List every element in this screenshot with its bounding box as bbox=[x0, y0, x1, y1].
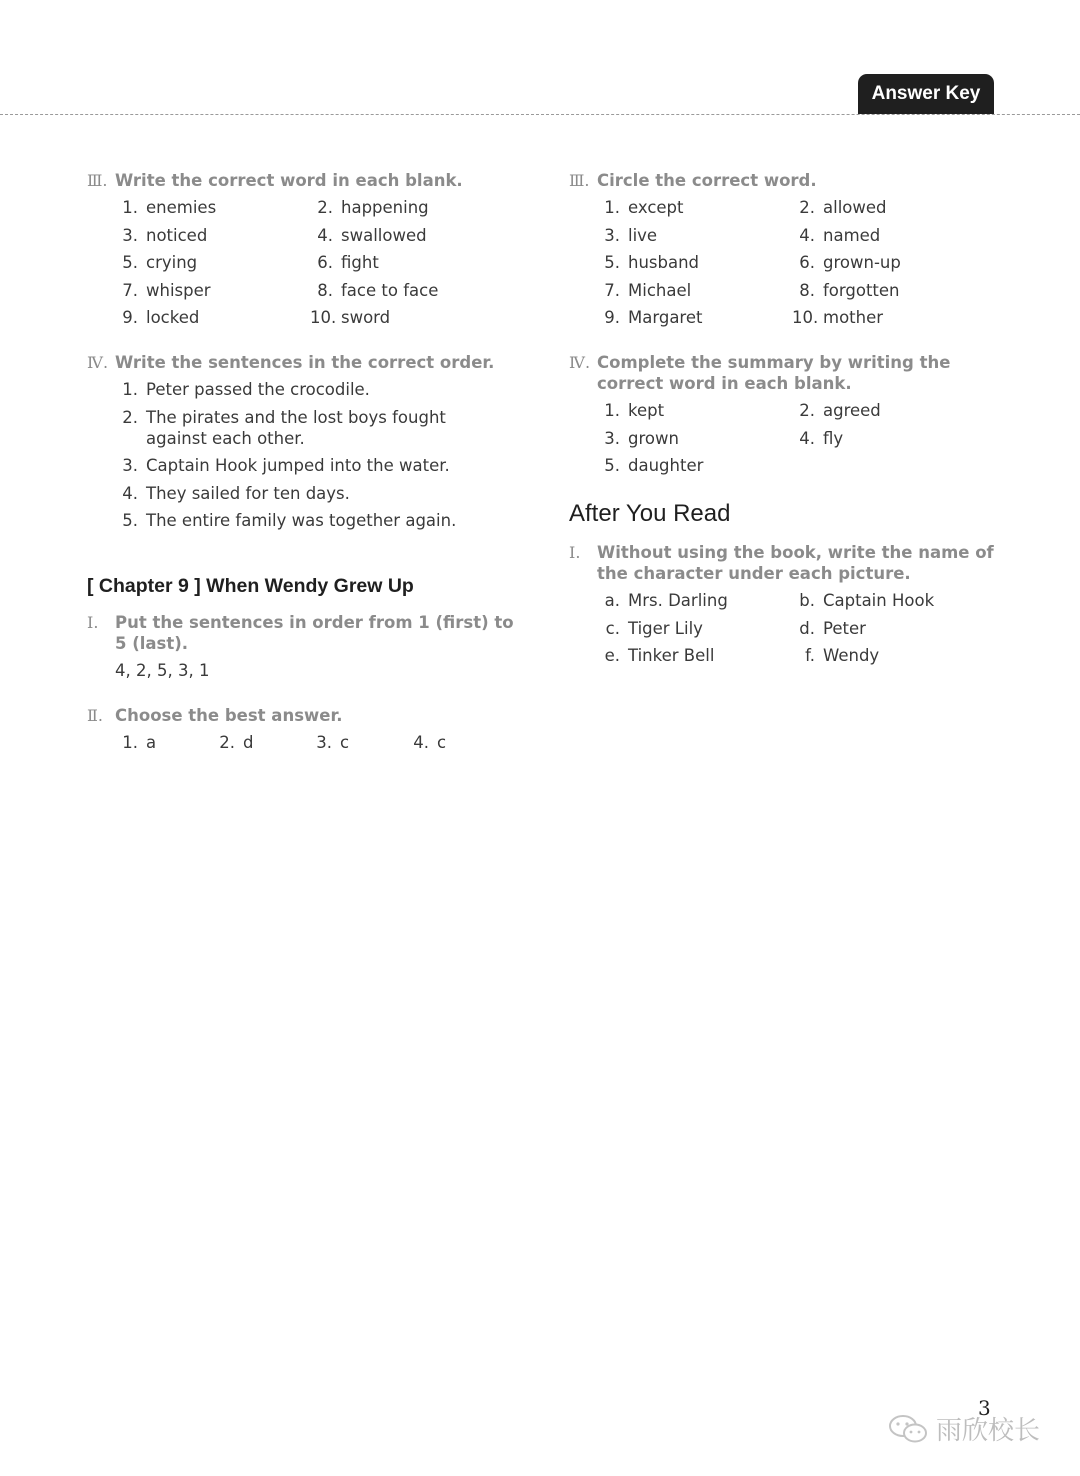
item-text: forgotten bbox=[823, 280, 900, 300]
wechat-icon bbox=[888, 1413, 930, 1445]
item-number: 6. bbox=[799, 253, 815, 272]
section-title bbox=[87, 170, 527, 191]
item-text: Peter passed the crocodile. bbox=[146, 380, 370, 399]
section-right-3 bbox=[569, 170, 1009, 328]
answer-item bbox=[792, 428, 992, 449]
item-text: c bbox=[437, 733, 447, 752]
item-number: d. bbox=[799, 618, 815, 638]
item-number: 5. bbox=[122, 253, 138, 272]
answer-item bbox=[597, 197, 792, 218]
item-text: swallowed bbox=[341, 225, 427, 245]
item-number: 5. bbox=[604, 456, 620, 475]
item-number: 4. bbox=[799, 225, 815, 245]
item-number: 4. bbox=[799, 428, 815, 448]
answer-item bbox=[597, 455, 792, 476]
section-title bbox=[87, 705, 527, 726]
page-number: 3 bbox=[978, 1396, 991, 1420]
roman-numeral: Ⅰ. bbox=[569, 543, 581, 562]
item-text: named bbox=[823, 225, 881, 245]
answer-grid bbox=[597, 197, 1009, 328]
item-number: 7. bbox=[122, 280, 138, 300]
item-number: c. bbox=[605, 618, 620, 638]
watermark bbox=[888, 1410, 1040, 1447]
answer-item bbox=[792, 618, 992, 639]
item-text: agreed bbox=[823, 401, 881, 420]
answer-item bbox=[792, 400, 992, 421]
item-text: live bbox=[628, 225, 658, 245]
answer-item bbox=[597, 280, 792, 301]
answer-item bbox=[115, 732, 212, 753]
answer-item bbox=[212, 732, 309, 753]
roman-numeral: Ⅰ. bbox=[87, 613, 99, 632]
list-item bbox=[115, 379, 527, 400]
item-text: whisper bbox=[146, 280, 211, 300]
item-text: kept bbox=[628, 401, 665, 420]
item-number: 4. bbox=[122, 483, 138, 503]
answer-item bbox=[115, 197, 310, 218]
item-number: 2. bbox=[122, 407, 138, 427]
answer-item bbox=[310, 197, 510, 218]
answer-item bbox=[792, 197, 992, 218]
left-column bbox=[87, 170, 527, 777]
answer-item bbox=[115, 307, 310, 328]
roman-numeral: Ⅱ. bbox=[87, 706, 103, 725]
item-text: fly bbox=[823, 428, 844, 448]
section-instruction: Circle the correct word. bbox=[597, 171, 817, 190]
item-text: Wendy bbox=[823, 646, 880, 665]
item-number: 6. bbox=[317, 253, 333, 272]
item-text: Michael bbox=[628, 280, 692, 300]
answer-item bbox=[310, 280, 510, 301]
after-you-read-heading: After You Read bbox=[569, 500, 731, 527]
list-item bbox=[115, 510, 527, 531]
item-number: 1. bbox=[122, 733, 138, 752]
item-number: 5. bbox=[122, 511, 138, 530]
answer-item bbox=[310, 225, 510, 246]
answer-item bbox=[792, 590, 992, 611]
item-number: 3. bbox=[604, 225, 620, 245]
item-number: 1. bbox=[122, 380, 138, 399]
section-after-1 bbox=[569, 542, 1009, 666]
roman-numeral: Ⅲ. bbox=[87, 171, 108, 190]
answer-item bbox=[597, 225, 792, 246]
item-text: Captain Hook jumped into the water. bbox=[146, 456, 450, 475]
item-number: 1. bbox=[604, 198, 620, 217]
section-instruction: Complete the summary by writing the correct word in each blank. bbox=[597, 353, 951, 393]
section-right-4 bbox=[569, 352, 1009, 476]
answer-item bbox=[115, 225, 310, 246]
item-number: 2. bbox=[799, 401, 815, 420]
section-instruction: Write the correct word in each blank. bbox=[115, 171, 463, 190]
item-number: 4. bbox=[317, 225, 333, 245]
section-instruction: Put the sentences in order from 1 (first) to 5 (last). bbox=[115, 613, 514, 653]
item-number: a. bbox=[604, 591, 620, 610]
section-title bbox=[87, 352, 527, 373]
item-text: d bbox=[243, 733, 254, 752]
answer-key-tab: Answer Key bbox=[858, 74, 994, 114]
item-text: face to face bbox=[341, 280, 439, 300]
section-title bbox=[569, 542, 1009, 584]
answer-item bbox=[597, 428, 792, 449]
dashed-divider bbox=[0, 114, 1080, 115]
item-text: noticed bbox=[146, 225, 208, 245]
item-text: fight bbox=[341, 253, 379, 272]
item-text: The entire family was together again. bbox=[146, 511, 457, 530]
section-chapter-1 bbox=[87, 612, 527, 681]
answer-item bbox=[597, 307, 792, 328]
item-number: 1. bbox=[604, 401, 620, 420]
section-left-3 bbox=[87, 170, 527, 328]
answer-grid bbox=[597, 590, 1009, 666]
answer-item bbox=[597, 400, 792, 421]
answer-item bbox=[310, 307, 510, 328]
item-number: 9. bbox=[122, 308, 138, 327]
sentence-list bbox=[115, 379, 527, 531]
answer-row bbox=[115, 732, 527, 753]
right-column bbox=[569, 170, 1009, 690]
section-title bbox=[569, 170, 1009, 191]
item-number: 2. bbox=[799, 198, 815, 217]
item-number: 2. bbox=[219, 733, 235, 752]
item-text: a bbox=[146, 733, 157, 752]
item-text: mother bbox=[823, 308, 884, 327]
answer-item bbox=[792, 225, 992, 246]
item-number: 3. bbox=[122, 456, 138, 475]
list-item bbox=[115, 407, 527, 449]
item-text: c bbox=[340, 733, 350, 752]
item-number: 7. bbox=[604, 280, 620, 300]
item-text: sword bbox=[341, 308, 391, 327]
answer-item bbox=[597, 645, 792, 666]
answer-item bbox=[792, 645, 992, 666]
answer-item bbox=[115, 252, 310, 273]
answer-item bbox=[792, 280, 992, 301]
item-text: grown bbox=[628, 428, 679, 448]
item-text: happening bbox=[341, 198, 429, 217]
answer-item bbox=[309, 732, 406, 753]
answer-item bbox=[597, 618, 792, 639]
item-text: Peter bbox=[823, 618, 866, 638]
section-instruction: Without using the book, write the name of the character under each picture. bbox=[597, 543, 994, 583]
item-number: 10. bbox=[792, 308, 819, 327]
section-title bbox=[569, 352, 1009, 394]
item-text: The pirates and the lost boys fought against each other. bbox=[146, 407, 446, 448]
item-number: 4. bbox=[413, 733, 429, 752]
item-text: crying bbox=[146, 253, 198, 272]
item-number: 8. bbox=[799, 280, 815, 300]
item-text: enemies bbox=[146, 198, 217, 217]
item-text: daughter bbox=[628, 456, 704, 475]
item-text: Tinker Bell bbox=[628, 646, 715, 665]
answer-item bbox=[310, 252, 510, 273]
list-item bbox=[115, 455, 527, 476]
roman-numeral: Ⅳ. bbox=[87, 353, 109, 372]
roman-numeral: Ⅲ. bbox=[569, 171, 590, 190]
item-number: 8. bbox=[317, 280, 333, 300]
item-number: 3. bbox=[122, 225, 138, 245]
item-text: Captain Hook bbox=[823, 591, 935, 610]
item-text: Margaret bbox=[628, 308, 703, 327]
answer-item bbox=[792, 307, 992, 328]
item-number: 3. bbox=[604, 428, 620, 448]
list-item bbox=[115, 483, 527, 504]
item-number: 10. bbox=[310, 308, 337, 327]
order-answer: 4, 2, 5, 3, 1 bbox=[115, 661, 210, 680]
chapter-title: [ Chapter 9 ] When Wendy Grew Up bbox=[87, 575, 414, 597]
item-number: 1. bbox=[122, 198, 138, 217]
section-instruction: Write the sentences in the correct order. bbox=[115, 353, 495, 372]
item-text: They sailed for ten days. bbox=[146, 483, 350, 503]
item-number: f. bbox=[805, 646, 815, 665]
answer-grid bbox=[115, 197, 527, 328]
item-number: 3. bbox=[316, 733, 332, 752]
roman-numeral: Ⅳ. bbox=[569, 353, 591, 372]
item-text: husband bbox=[628, 253, 700, 272]
item-text: allowed bbox=[823, 198, 887, 217]
item-number: 5. bbox=[604, 253, 620, 272]
answer-item bbox=[597, 590, 792, 611]
item-text: Mrs. Darling bbox=[628, 591, 728, 610]
item-number: b. bbox=[799, 591, 815, 610]
item-text: grown-up bbox=[823, 253, 901, 272]
section-chapter-2 bbox=[87, 705, 527, 753]
item-number: 9. bbox=[604, 308, 620, 327]
answer-item bbox=[792, 252, 992, 273]
answer-item bbox=[406, 732, 503, 753]
item-number: e. bbox=[604, 646, 620, 665]
item-text: locked bbox=[146, 308, 200, 327]
item-text: Tiger Lily bbox=[628, 618, 703, 638]
watermark-text: 雨欣校长 bbox=[936, 1416, 1041, 1446]
section-title bbox=[87, 612, 527, 654]
answer-item bbox=[597, 252, 792, 273]
section-left-4 bbox=[87, 352, 527, 531]
section-instruction: Choose the best answer. bbox=[115, 706, 343, 725]
item-number: 2. bbox=[317, 198, 333, 217]
answer-item bbox=[115, 280, 310, 301]
item-text: except bbox=[628, 198, 684, 217]
answer-grid bbox=[597, 400, 1009, 476]
